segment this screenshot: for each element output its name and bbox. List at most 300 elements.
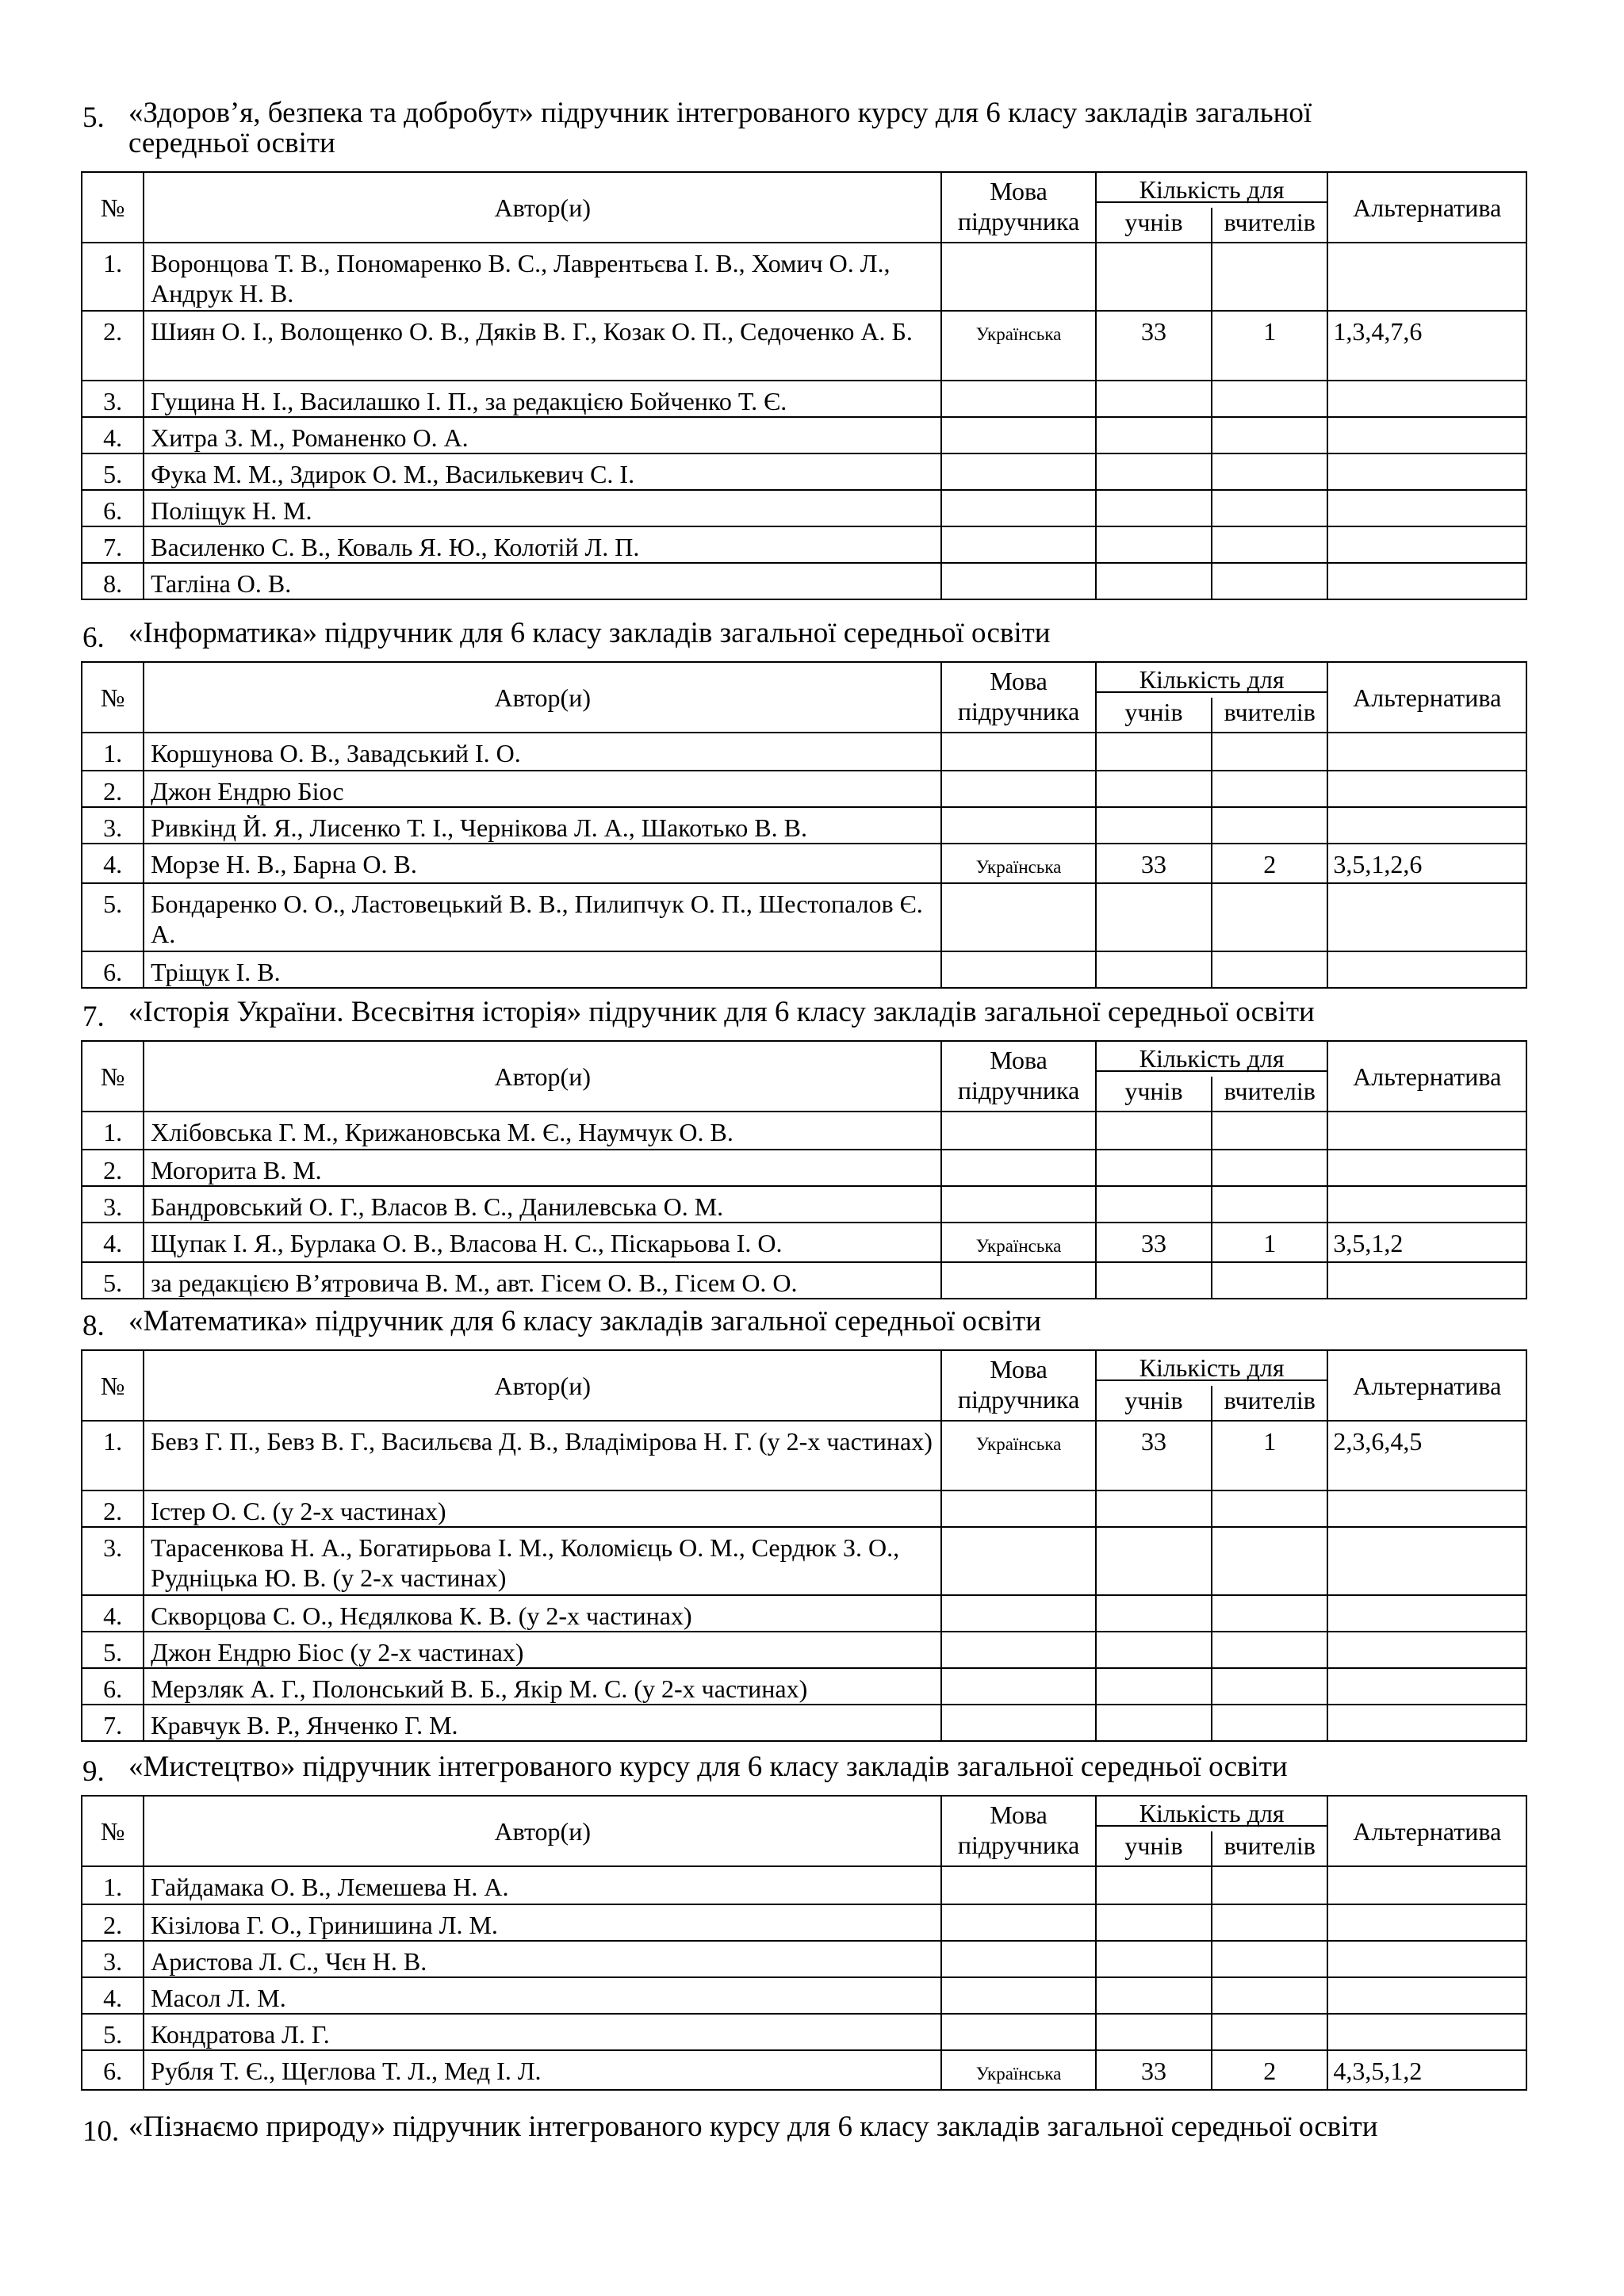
row-number: 2. <box>82 771 144 807</box>
row-alternative: 3,5,1,2,6 <box>1327 844 1526 883</box>
row-students-count <box>1096 526 1212 563</box>
row-alternative <box>1327 526 1526 563</box>
header-language-line1: Мова <box>990 1046 1048 1074</box>
row-students-count <box>1096 1977 1212 2014</box>
table-row <box>82 1977 1526 2014</box>
row-students-count <box>1096 2014 1212 2050</box>
row-number: 1. <box>82 243 144 311</box>
row-language <box>941 1977 1095 2014</box>
section-title-text: «Здоров’я, безпека та добробут» підручник інтегрованого курсу для 6 класу закладів загальної <box>128 97 1312 129</box>
section-title <box>82 98 1573 159</box>
row-authors: Мерзляк А. Г., Полонський В. Б., Якір М. С. (у 2-х частинах) <box>144 1668 941 1705</box>
textbook-table <box>81 1040 1527 1299</box>
row-authors: Бондаренко О. О., Ластовецький В. В., Пилипчук О. П., Шестопалов Є. А. <box>144 883 941 951</box>
row-alternative: 1,3,4,7,6 <box>1327 311 1526 381</box>
row-language <box>941 417 1095 453</box>
header-students: учнів <box>1096 208 1212 243</box>
row-number: 2. <box>82 311 144 381</box>
row-students-count <box>1096 1632 1212 1668</box>
header-author: Автор(и) <box>144 1041 941 1112</box>
row-authors: Могорита В. М. <box>144 1150 941 1186</box>
row-alternative <box>1327 1595 1526 1632</box>
header-language-line2: підручника <box>957 697 1080 725</box>
row-students-count: 33 <box>1096 1421 1212 1490</box>
row-students-count <box>1096 1112 1212 1150</box>
header-quantity-label: Кількість для <box>1139 1799 1285 1827</box>
row-number: 3. <box>82 1941 144 1977</box>
row-language: Українська <box>941 1421 1095 1490</box>
row-students-count <box>1096 1668 1212 1705</box>
row-teachers-count: 1 <box>1212 1421 1327 1490</box>
table-row <box>82 883 1526 951</box>
row-teachers-count <box>1212 807 1327 844</box>
row-students-count <box>1096 883 1212 951</box>
row-teachers-count <box>1212 1186 1327 1223</box>
header-quantity <box>1096 1796 1328 1831</box>
row-language <box>941 1668 1095 1705</box>
table-row <box>82 844 1526 883</box>
row-alternative <box>1327 1490 1526 1527</box>
section-number: 5. <box>82 101 105 134</box>
row-students-count <box>1096 1262 1212 1299</box>
row-number: 1. <box>82 1112 144 1150</box>
row-students-count <box>1096 1866 1212 1904</box>
section-title-text: «Мистецтво» підручник інтегрованого курсу для 6 класу закладів загальної середньої освіти <box>128 1751 1288 1783</box>
table-row <box>82 951 1526 988</box>
table-row <box>82 733 1526 771</box>
row-number: 5. <box>82 1632 144 1668</box>
row-students-count <box>1096 381 1212 417</box>
row-teachers-count <box>1212 526 1327 563</box>
row-language <box>941 883 1095 951</box>
table-row <box>82 1941 1526 1977</box>
header-no: № <box>82 662 144 733</box>
row-teachers-count <box>1212 1977 1327 2014</box>
table-row <box>82 381 1526 417</box>
header-quantity-divider <box>1095 1070 1329 1072</box>
row-authors: Масол Л. М. <box>144 1977 941 2014</box>
header-students: учнів <box>1096 1831 1212 1866</box>
row-alternative: 4,3,5,1,2 <box>1327 2050 1526 2090</box>
header-teachers: вчителів <box>1212 698 1327 733</box>
row-language <box>941 526 1095 563</box>
row-students-count <box>1096 490 1212 526</box>
header-quantity <box>1096 1350 1328 1386</box>
row-number: 6. <box>82 951 144 988</box>
header-author: Автор(и) <box>144 1796 941 1866</box>
row-language <box>941 951 1095 988</box>
row-authors: Істер О. С. (у 2-х частинах) <box>144 1490 941 1527</box>
row-teachers-count <box>1212 1112 1327 1150</box>
row-language <box>941 381 1095 417</box>
row-number: 4. <box>82 1595 144 1632</box>
section-title <box>82 996 1573 1033</box>
row-students-count <box>1096 1904 1212 1941</box>
row-students-count: 33 <box>1096 311 1212 381</box>
row-number: 5. <box>82 2014 144 2050</box>
section-title-line2: середньої освіти <box>128 127 335 159</box>
row-alternative: 3,5,1,2 <box>1327 1223 1526 1262</box>
header-students: учнів <box>1096 1386 1212 1421</box>
table-row <box>82 807 1526 844</box>
row-authors: Щупак І. Я., Бурлака О. В., Власова Н. С., Піскарьова І. О. <box>144 1223 941 1262</box>
row-language <box>941 1904 1095 1941</box>
row-alternative <box>1327 1668 1526 1705</box>
row-alternative <box>1327 951 1526 988</box>
row-students-count <box>1096 1150 1212 1186</box>
row-students-count <box>1096 1527 1212 1595</box>
row-alternative <box>1327 1904 1526 1941</box>
row-language <box>941 490 1095 526</box>
header-no: № <box>82 1350 144 1421</box>
row-alternative <box>1327 563 1526 599</box>
table-row <box>82 1632 1526 1668</box>
row-number: 4. <box>82 1223 144 1262</box>
section-title <box>82 1751 1573 1788</box>
row-authors: Бандровський О. Г., Власов В. С., Данилевська О. М. <box>144 1186 941 1223</box>
row-teachers-count <box>1212 2014 1327 2050</box>
row-students-count: 33 <box>1096 1223 1212 1262</box>
table-row <box>82 1904 1526 1941</box>
row-teachers-count <box>1212 883 1327 951</box>
row-students-count <box>1096 807 1212 844</box>
header-language <box>941 1796 1095 1866</box>
header-language <box>941 1041 1095 1112</box>
section-title-text: «Пізнаємо природу» підручник інтегрованого курсу для 6 класу закладів загальної середньої освіти <box>128 2110 1378 2143</box>
table-row <box>82 2050 1526 2090</box>
row-language: Українська <box>941 311 1095 381</box>
table-row <box>82 1705 1526 1741</box>
header-quantity-label: Кількість для <box>1139 1044 1285 1073</box>
table-row <box>82 2014 1526 2050</box>
section-title <box>82 1305 1573 1342</box>
row-teachers-count: 1 <box>1212 311 1327 381</box>
row-students-count <box>1096 771 1212 807</box>
row-authors: Ривкінд Й. Я., Лисенко Т. І., Чернікова Л. А., Шакотько В. В. <box>144 807 941 844</box>
table-header <box>82 1041 1526 1077</box>
section-title-text: «Математика» підручник для 6 класу закладів загальної середньої освіти <box>128 1305 1042 1337</box>
header-language-line2: підручника <box>957 207 1080 235</box>
row-teachers-count: 2 <box>1212 2050 1327 2090</box>
row-authors: Кравчук В. Р., Янченко Г. М. <box>144 1705 941 1741</box>
table-row <box>82 526 1526 563</box>
row-alternative <box>1327 1262 1526 1299</box>
row-alternative <box>1327 807 1526 844</box>
row-number: 7. <box>82 526 144 563</box>
section-number: 10. <box>82 2115 120 2148</box>
header-teachers: вчителів <box>1212 1386 1327 1421</box>
row-teachers-count <box>1212 1904 1327 1941</box>
row-number: 2. <box>82 1490 144 1527</box>
table-row <box>82 563 1526 599</box>
table-row <box>82 1186 1526 1223</box>
row-teachers-count <box>1212 1632 1327 1668</box>
row-number: 8. <box>82 563 144 599</box>
row-teachers-count <box>1212 381 1327 417</box>
row-students-count <box>1096 563 1212 599</box>
row-alternative <box>1327 1632 1526 1668</box>
row-number: 3. <box>82 381 144 417</box>
row-number: 4. <box>82 417 144 453</box>
row-language <box>941 771 1095 807</box>
table-row <box>82 490 1526 526</box>
row-number: 4. <box>82 844 144 883</box>
table-header <box>82 172 1526 208</box>
row-authors: Скворцова С. О., Нєдялкова К. В. (у 2-х частинах) <box>144 1595 941 1632</box>
table-row <box>82 1150 1526 1186</box>
section-number: 9. <box>82 1755 105 1788</box>
textbook-table <box>81 661 1527 989</box>
row-authors: Хлібовська Г. М., Крижановська М. Є., Наумчук О. В. <box>144 1112 941 1150</box>
row-students-count <box>1096 243 1212 311</box>
row-authors: Кондратова Л. Г. <box>144 2014 941 2050</box>
row-number: 1. <box>82 1866 144 1904</box>
row-authors: Гущина Н. І., Василашко І. П., за редакцією Бойченко Т. Є. <box>144 381 941 417</box>
row-teachers-count <box>1212 490 1327 526</box>
row-authors: Василенко С. В., Коваль Я. Ю., Колотій Л. П. <box>144 526 941 563</box>
row-students-count <box>1096 417 1212 453</box>
row-authors: Тагліна О. В. <box>144 563 941 599</box>
row-alternative <box>1327 1705 1526 1741</box>
table-row <box>82 1866 1526 1904</box>
row-teachers-count <box>1212 1941 1327 1977</box>
section-title <box>82 617 1573 654</box>
section-number: 6. <box>82 622 105 654</box>
header-quantity <box>1096 1041 1328 1077</box>
row-authors: Поліщук Н. М. <box>144 490 941 526</box>
row-teachers-count: 2 <box>1212 844 1327 883</box>
row-number: 2. <box>82 1904 144 1941</box>
row-students-count: 33 <box>1096 2050 1212 2090</box>
row-language <box>941 1112 1095 1150</box>
table-header <box>82 1796 1526 1831</box>
row-authors: Джон Ендрю Біос (у 2-х частинах) <box>144 1632 941 1668</box>
header-no: № <box>82 172 144 243</box>
header-quantity-label: Кількість для <box>1139 665 1285 694</box>
row-number: 1. <box>82 1421 144 1490</box>
header-quantity-divider <box>1095 201 1329 203</box>
row-alternative <box>1327 1112 1526 1150</box>
row-alternative <box>1327 1527 1526 1595</box>
row-teachers-count <box>1212 1595 1327 1632</box>
row-alternative <box>1327 1150 1526 1186</box>
row-alternative <box>1327 453 1526 490</box>
table-row <box>82 1595 1526 1632</box>
section-10-title <box>82 2110 1573 2148</box>
row-teachers-count <box>1212 1262 1327 1299</box>
row-language <box>941 807 1095 844</box>
table-row <box>82 1421 1526 1490</box>
row-authors: Морзе Н. В., Барна О. В. <box>144 844 941 883</box>
row-number: 7. <box>82 1705 144 1741</box>
row-students-count <box>1096 733 1212 771</box>
section-title-text: «Інформатика» підручник для 6 класу закладів загальної середньої освіти <box>128 617 1051 649</box>
table-row <box>82 453 1526 490</box>
table-header <box>82 662 1526 698</box>
row-students-count <box>1096 1595 1212 1632</box>
row-teachers-count <box>1212 417 1327 453</box>
header-language-line2: підручника <box>957 1076 1080 1104</box>
header-teachers: вчителів <box>1212 1077 1327 1112</box>
row-alternative <box>1327 1977 1526 2014</box>
row-alternative <box>1327 771 1526 807</box>
row-students-count <box>1096 951 1212 988</box>
row-teachers-count <box>1212 1866 1327 1904</box>
header-language-line1: Мова <box>990 1800 1048 1829</box>
header-alternative: Альтернатива <box>1327 1041 1526 1112</box>
row-alternative <box>1327 2014 1526 2050</box>
table-row <box>82 1527 1526 1595</box>
header-no: № <box>82 1796 144 1866</box>
row-number: 5. <box>82 453 144 490</box>
row-alternative <box>1327 243 1526 311</box>
row-authors: Джон Ендрю Біос <box>144 771 941 807</box>
table-row <box>82 771 1526 807</box>
row-number: 2. <box>82 1150 144 1186</box>
header-quantity-label: Кількість для <box>1139 1353 1285 1382</box>
row-alternative <box>1327 883 1526 951</box>
table-row <box>82 243 1526 311</box>
header-quantity <box>1096 662 1328 698</box>
row-authors: Кізілова Г. О., Гринишина Л. М. <box>144 1904 941 1941</box>
row-students-count <box>1096 1941 1212 1977</box>
row-authors: Бевз Г. П., Бевз В. Г., Васильєва Д. В., Владімірова Н. Г. (у 2-х частинах) <box>144 1421 941 1490</box>
row-authors: Хитра З. М., Романенко О. А. <box>144 417 941 453</box>
header-students: учнів <box>1096 1077 1212 1112</box>
row-number: 4. <box>82 1977 144 2014</box>
table-row <box>82 1490 1526 1527</box>
row-alternative <box>1327 1941 1526 1977</box>
row-language <box>941 1186 1095 1223</box>
row-authors: Гайдамака О. В., Лємешева Н. А. <box>144 1866 941 1904</box>
header-alternative: Альтернатива <box>1327 1350 1526 1421</box>
row-number: 6. <box>82 1668 144 1705</box>
row-teachers-count <box>1212 1705 1327 1741</box>
header-author: Автор(и) <box>144 172 941 243</box>
row-number: 3. <box>82 807 144 844</box>
textbook-table <box>81 1795 1527 2091</box>
row-teachers-count: 1 <box>1212 1223 1327 1262</box>
row-language: Українська <box>941 2050 1095 2090</box>
header-alternative: Альтернатива <box>1327 1796 1526 1866</box>
header-alternative: Альтернатива <box>1327 172 1526 243</box>
textbook-table <box>81 1349 1527 1742</box>
row-authors: за редакцією В’ятровича В. М., авт. Гісем О. В., Гісем О. О. <box>144 1262 941 1299</box>
row-language: Українська <box>941 1223 1095 1262</box>
row-language <box>941 1705 1095 1741</box>
header-teachers: вчителів <box>1212 208 1327 243</box>
row-language <box>941 1632 1095 1668</box>
row-students-count <box>1096 1705 1212 1741</box>
row-number: 5. <box>82 1262 144 1299</box>
table-row <box>82 311 1526 381</box>
row-authors: Тарасенкова Н. А., Богатирьова І. М., Коломієць О. М., Сердюк З. О., Рудніцька Ю. В. (у 2-х частинах) <box>144 1527 941 1595</box>
row-authors: Аристова Л. С., Чєн Н. В. <box>144 1941 941 1977</box>
row-teachers-count <box>1212 1527 1327 1595</box>
header-quantity <box>1096 172 1328 208</box>
row-language <box>941 1527 1095 1595</box>
header-language <box>941 662 1095 733</box>
row-language <box>941 453 1095 490</box>
header-language-line1: Мова <box>990 1355 1048 1383</box>
row-students-count: 33 <box>1096 844 1212 883</box>
row-language <box>941 1262 1095 1299</box>
table-row <box>82 1262 1526 1299</box>
row-teachers-count <box>1212 1490 1327 1527</box>
row-students-count <box>1096 1490 1212 1527</box>
section-title-text: «Історія України. Всесвітня історія» підручник для 6 класу закладів загальної середньої освіти <box>128 996 1315 1028</box>
table-row <box>82 1223 1526 1262</box>
header-author: Автор(и) <box>144 662 941 733</box>
row-authors: Рубля Т. Є., Щеглова Т. Л., Мед І. Л. <box>144 2050 941 2090</box>
table-row <box>82 1668 1526 1705</box>
row-language: Українська <box>941 844 1095 883</box>
row-number: 1. <box>82 733 144 771</box>
row-language <box>941 1595 1095 1632</box>
header-no: № <box>82 1041 144 1112</box>
row-authors: Фука М. М., Здирок О. М., Василькевич С. І. <box>144 453 941 490</box>
row-alternative <box>1327 1866 1526 1904</box>
header-language-line2: підручника <box>957 1385 1080 1414</box>
row-language <box>941 733 1095 771</box>
header-language <box>941 1350 1095 1421</box>
section-number: 7. <box>82 1001 105 1033</box>
row-alternative: 2,3,6,4,5 <box>1327 1421 1526 1490</box>
section-number: 8. <box>82 1310 105 1342</box>
row-teachers-count <box>1212 243 1327 311</box>
table-header <box>82 1350 1526 1386</box>
row-language <box>941 1941 1095 1977</box>
row-teachers-count <box>1212 453 1327 490</box>
row-number: 5. <box>82 883 144 951</box>
row-authors: Воронцова Т. В., Пономаренко В. С., Лаврентьєва І. В., Хомич О. Л., Андрук Н. В. <box>144 243 941 311</box>
row-language <box>941 1490 1095 1527</box>
row-teachers-count <box>1212 1668 1327 1705</box>
row-teachers-count <box>1212 563 1327 599</box>
header-language-line1: Мова <box>990 667 1048 695</box>
row-alternative <box>1327 381 1526 417</box>
row-number: 6. <box>82 2050 144 2090</box>
table-row <box>82 417 1526 453</box>
header-quantity-divider <box>1095 1380 1329 1381</box>
header-language-line1: Мова <box>990 177 1048 205</box>
row-alternative <box>1327 733 1526 771</box>
header-language-line2: підручника <box>957 1831 1080 1859</box>
row-language <box>941 243 1095 311</box>
row-authors: Тріщук І. В. <box>144 951 941 988</box>
row-teachers-count <box>1212 951 1327 988</box>
row-language <box>941 2014 1095 2050</box>
row-teachers-count <box>1212 1150 1327 1186</box>
row-teachers-count <box>1212 733 1327 771</box>
row-language <box>941 1150 1095 1186</box>
header-language <box>941 172 1095 243</box>
row-authors: Шиян О. І., Волощенко О. В., Дяків В. Г., Козак О. П., Седоченко А. Б. <box>144 311 941 381</box>
header-students: учнів <box>1096 698 1212 733</box>
row-alternative <box>1327 1186 1526 1223</box>
row-students-count <box>1096 1186 1212 1223</box>
header-alternative: Альтернатива <box>1327 662 1526 733</box>
header-quantity-label: Кількість для <box>1139 175 1285 204</box>
row-number: 3. <box>82 1186 144 1223</box>
row-language <box>941 1866 1095 1904</box>
header-quantity-divider <box>1095 1825 1329 1827</box>
row-alternative <box>1327 417 1526 453</box>
row-number: 6. <box>82 490 144 526</box>
textbook-table <box>81 171 1527 600</box>
header-author: Автор(и) <box>144 1350 941 1421</box>
table-row <box>82 1112 1526 1150</box>
